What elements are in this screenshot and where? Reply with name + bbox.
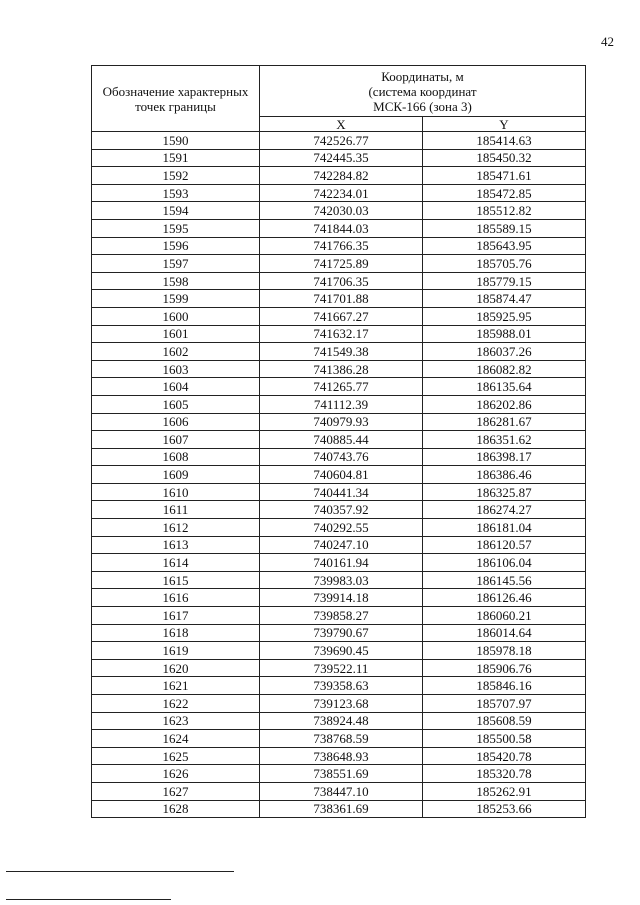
- point-id-cell: 1628: [92, 800, 260, 818]
- x-coordinate-cell: 740885.44: [260, 431, 423, 449]
- y-coordinate-cell: 185925.95: [423, 307, 586, 325]
- table-row: [92, 712, 586, 730]
- header-coordinates: [260, 66, 586, 117]
- y-coordinate-cell: 186135.64: [423, 378, 586, 396]
- x-coordinate-cell: 738447.10: [260, 782, 423, 800]
- table-row: [92, 184, 586, 202]
- x-coordinate-cell: 739690.45: [260, 642, 423, 660]
- y-coordinate-cell: 186202.86: [423, 395, 586, 413]
- y-coordinate-cell: 185472.85: [423, 184, 586, 202]
- table-row: [92, 272, 586, 290]
- point-id-cell: 1605: [92, 395, 260, 413]
- table-row: [92, 536, 586, 554]
- table-row: [92, 589, 586, 607]
- y-coordinate-cell: 186325.87: [423, 483, 586, 501]
- point-id-cell: 1620: [92, 659, 260, 677]
- x-coordinate-cell: 740441.34: [260, 483, 423, 501]
- header-x: X: [260, 117, 423, 132]
- point-id-cell: 1601: [92, 325, 260, 343]
- table-row: [92, 554, 586, 572]
- point-id-cell: 1625: [92, 747, 260, 765]
- table-row: [92, 132, 586, 150]
- x-coordinate-cell: 738648.93: [260, 747, 423, 765]
- point-id-cell: 1615: [92, 571, 260, 589]
- table-header: [92, 66, 586, 132]
- y-coordinate-cell: 185253.66: [423, 800, 586, 818]
- x-coordinate-cell: 741766.35: [260, 237, 423, 255]
- table-row: [92, 360, 586, 378]
- y-coordinate-cell: 186106.04: [423, 554, 586, 572]
- table-row: [92, 695, 586, 713]
- table-row: [92, 378, 586, 396]
- point-id-cell: 1618: [92, 624, 260, 642]
- table-row: [92, 800, 586, 818]
- y-coordinate-cell: 185420.78: [423, 747, 586, 765]
- y-coordinate-cell: 185978.18: [423, 642, 586, 660]
- x-coordinate-cell: 742234.01: [260, 184, 423, 202]
- x-coordinate-cell: 740292.55: [260, 519, 423, 537]
- y-coordinate-cell: 186274.27: [423, 501, 586, 519]
- point-id-cell: 1616: [92, 589, 260, 607]
- table-row: [92, 483, 586, 501]
- point-id-cell: 1604: [92, 378, 260, 396]
- table-row: [92, 219, 586, 237]
- header-y: Y: [423, 117, 586, 132]
- table-row: [92, 395, 586, 413]
- x-coordinate-cell: 738924.48: [260, 712, 423, 730]
- page-number: 42: [601, 34, 614, 49]
- x-coordinate-cell: 740604.81: [260, 466, 423, 484]
- y-coordinate-cell: 186037.26: [423, 343, 586, 361]
- table-row: [92, 782, 586, 800]
- point-id-cell: 1592: [92, 167, 260, 185]
- table-row: [92, 343, 586, 361]
- x-coordinate-cell: 741112.39: [260, 395, 423, 413]
- x-coordinate-cell: 742284.82: [260, 167, 423, 185]
- table-row: [92, 431, 586, 449]
- table-row: [92, 413, 586, 431]
- point-id-cell: 1617: [92, 607, 260, 625]
- x-coordinate-cell: 740161.94: [260, 554, 423, 572]
- table-row: [92, 607, 586, 625]
- table-row: [92, 501, 586, 519]
- x-coordinate-cell: 741265.77: [260, 378, 423, 396]
- point-id-cell: 1597: [92, 255, 260, 273]
- footnote-rule: [6, 871, 234, 872]
- x-coordinate-cell: 739358.63: [260, 677, 423, 695]
- point-id-cell: 1610: [92, 483, 260, 501]
- x-coordinate-cell: 740979.93: [260, 413, 423, 431]
- y-coordinate-cell: 186398.17: [423, 448, 586, 466]
- x-coordinate-cell: 739123.68: [260, 695, 423, 713]
- point-id-cell: 1608: [92, 448, 260, 466]
- x-coordinate-cell: 742445.35: [260, 149, 423, 167]
- x-coordinate-cell: 739914.18: [260, 589, 423, 607]
- x-coordinate-cell: 739858.27: [260, 607, 423, 625]
- header-coordinates-line-2: (система координат: [368, 83, 477, 99]
- point-id-cell: 1600: [92, 307, 260, 325]
- y-coordinate-cell: 186014.64: [423, 624, 586, 642]
- y-coordinate-cell: 185589.15: [423, 219, 586, 237]
- table-row: [92, 307, 586, 325]
- point-id-cell: 1602: [92, 343, 260, 361]
- x-coordinate-cell: 741386.28: [260, 360, 423, 378]
- y-coordinate-cell: 185414.63: [423, 132, 586, 150]
- point-id-cell: 1590: [92, 132, 260, 150]
- y-coordinate-cell: 186181.04: [423, 519, 586, 537]
- point-id-cell: 1611: [92, 501, 260, 519]
- y-coordinate-cell: 185608.59: [423, 712, 586, 730]
- x-coordinate-cell: 742526.77: [260, 132, 423, 150]
- x-coordinate-cell: 740357.92: [260, 501, 423, 519]
- y-coordinate-cell: 185874.47: [423, 290, 586, 308]
- point-id-cell: 1627: [92, 782, 260, 800]
- y-coordinate-cell: 185450.32: [423, 149, 586, 167]
- y-coordinate-cell: 186126.46: [423, 589, 586, 607]
- y-coordinate-cell: 185906.76: [423, 659, 586, 677]
- table-row: [92, 642, 586, 660]
- y-coordinate-cell: 186145.56: [423, 571, 586, 589]
- x-coordinate-cell: 738551.69: [260, 765, 423, 783]
- header-point-designation: [92, 66, 260, 132]
- point-id-cell: 1612: [92, 519, 260, 537]
- x-coordinate-cell: 741549.38: [260, 343, 423, 361]
- x-coordinate-cell: 741706.35: [260, 272, 423, 290]
- header-coordinates-line-3: МСК-166 (зона 3): [373, 98, 472, 114]
- point-id-cell: 1623: [92, 712, 260, 730]
- table-row: [92, 730, 586, 748]
- table-row: [92, 677, 586, 695]
- x-coordinate-cell: 739522.11: [260, 659, 423, 677]
- table-row: [92, 237, 586, 255]
- x-coordinate-cell: 739983.03: [260, 571, 423, 589]
- header-coordinates-line-1: Координаты, м: [381, 68, 464, 84]
- table-row: [92, 290, 586, 308]
- y-coordinate-cell: 186386.46: [423, 466, 586, 484]
- point-id-cell: 1609: [92, 466, 260, 484]
- table-row: [92, 202, 586, 220]
- x-coordinate-cell: 740247.10: [260, 536, 423, 554]
- point-id-cell: 1621: [92, 677, 260, 695]
- point-id-cell: 1596: [92, 237, 260, 255]
- footer-rule: [6, 899, 171, 900]
- point-id-cell: 1619: [92, 642, 260, 660]
- x-coordinate-cell: 740743.76: [260, 448, 423, 466]
- table-row: [92, 448, 586, 466]
- x-coordinate-cell: 738768.59: [260, 730, 423, 748]
- y-coordinate-cell: 185846.16: [423, 677, 586, 695]
- table-row: [92, 519, 586, 537]
- table-row: [92, 624, 586, 642]
- table-row: [92, 747, 586, 765]
- coordinates-table: [91, 65, 586, 818]
- y-coordinate-cell: 185643.95: [423, 237, 586, 255]
- y-coordinate-cell: 186281.67: [423, 413, 586, 431]
- point-id-cell: 1591: [92, 149, 260, 167]
- x-coordinate-cell: 741701.88: [260, 290, 423, 308]
- header-point-label: Обозначение характерных точек границы: [102, 83, 249, 114]
- y-coordinate-cell: 185705.76: [423, 255, 586, 273]
- table-row: [92, 466, 586, 484]
- table-row: [92, 167, 586, 185]
- table-row: [92, 659, 586, 677]
- y-coordinate-cell: 185262.91: [423, 782, 586, 800]
- x-coordinate-cell: 742030.03: [260, 202, 423, 220]
- y-coordinate-cell: 186082.82: [423, 360, 586, 378]
- y-coordinate-cell: 185471.61: [423, 167, 586, 185]
- point-id-cell: 1599: [92, 290, 260, 308]
- y-coordinate-cell: 185512.82: [423, 202, 586, 220]
- point-id-cell: 1614: [92, 554, 260, 572]
- point-id-cell: 1622: [92, 695, 260, 713]
- x-coordinate-cell: 741632.17: [260, 325, 423, 343]
- y-coordinate-cell: 185320.78: [423, 765, 586, 783]
- table-body: [92, 132, 586, 818]
- y-coordinate-cell: 186351.62: [423, 431, 586, 449]
- y-coordinate-cell: 186060.21: [423, 607, 586, 625]
- x-coordinate-cell: 739790.67: [260, 624, 423, 642]
- point-id-cell: 1624: [92, 730, 260, 748]
- x-coordinate-cell: 738361.69: [260, 800, 423, 818]
- point-id-cell: 1613: [92, 536, 260, 554]
- table-row: [92, 325, 586, 343]
- point-id-cell: 1598: [92, 272, 260, 290]
- y-coordinate-cell: 185779.15: [423, 272, 586, 290]
- point-id-cell: 1606: [92, 413, 260, 431]
- x-coordinate-cell: 741667.27: [260, 307, 423, 325]
- y-coordinate-cell: 185707.97: [423, 695, 586, 713]
- point-id-cell: 1607: [92, 431, 260, 449]
- y-coordinate-cell: 186120.57: [423, 536, 586, 554]
- point-id-cell: 1594: [92, 202, 260, 220]
- point-id-cell: 1603: [92, 360, 260, 378]
- table-row: [92, 571, 586, 589]
- point-id-cell: 1593: [92, 184, 260, 202]
- table-row: [92, 149, 586, 167]
- x-coordinate-cell: 741725.89: [260, 255, 423, 273]
- y-coordinate-cell: 185500.58: [423, 730, 586, 748]
- y-coordinate-cell: 185988.01: [423, 325, 586, 343]
- table-row: [92, 765, 586, 783]
- point-id-cell: 1626: [92, 765, 260, 783]
- x-coordinate-cell: 741844.03: [260, 219, 423, 237]
- point-id-cell: 1595: [92, 219, 260, 237]
- table-row: [92, 255, 586, 273]
